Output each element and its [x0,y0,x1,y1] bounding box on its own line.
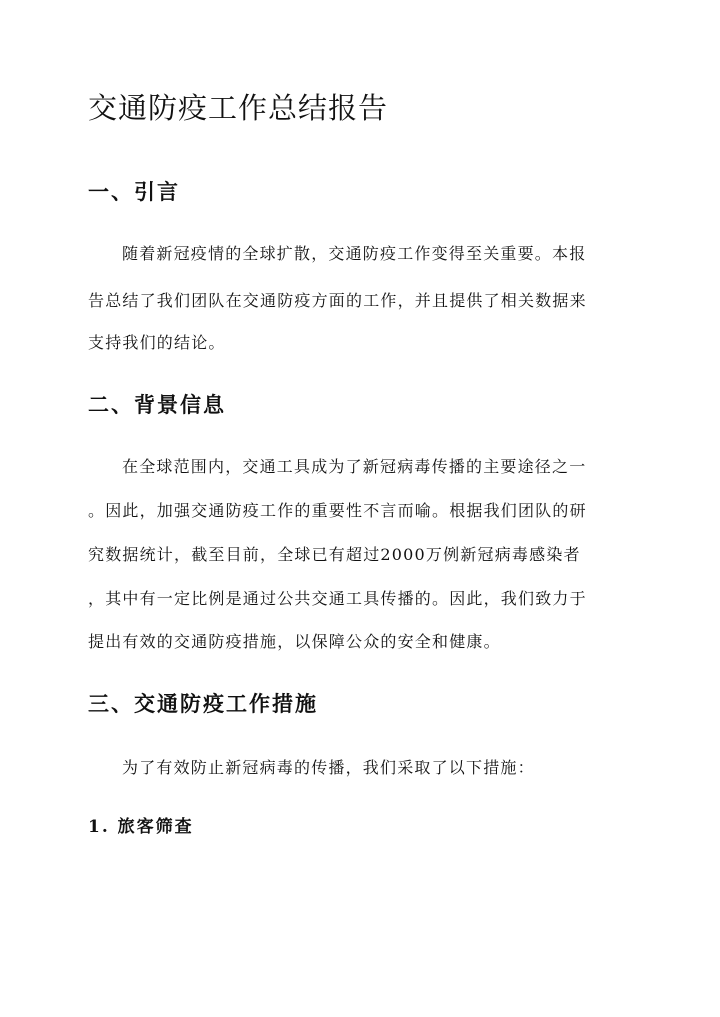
section-heading-measures: 三、交通防疫工作措施 [88,691,318,716]
document-title: 交通防疫工作总结报告 [88,91,389,125]
paragraph-line: 为了有效防止新冠病毒的传播，我们采取了以下措施： [122,758,535,777]
paragraph-line: 究数据统计，截至目前，全球已有超过2000万例新冠病毒感染者 [88,545,581,564]
paragraph-line: 支持我们的结论。 [88,333,226,352]
paragraph-line: ，其中有一定比例是通过公共交通工具传播的。因此，我们致力于 [88,589,587,608]
subheading-passenger-screening: 1. 旅客筛查 [88,817,194,837]
paragraph-line: 随着新冠疫情的全球扩散，交通防疫工作变得至关重要。本报 [122,244,587,263]
paragraph-line: 提出有效的交通防疫措施，以保障公众的安全和健康。 [88,632,501,651]
section-heading-introduction: 一、引言 [88,179,180,204]
paragraph-line: 告总结了我们团队在交通防疫方面的工作，并且提供了相关数据来 [88,291,587,310]
paragraph-line: 在全球范围内，交通工具成为了新冠病毒传播的主要途径之一 [122,457,587,476]
section-heading-background: 二、背景信息 [88,392,226,417]
paragraph-line: 。因此，加强交通防疫工作的重要性不言而喻。根据我们团队的研 [88,501,587,520]
